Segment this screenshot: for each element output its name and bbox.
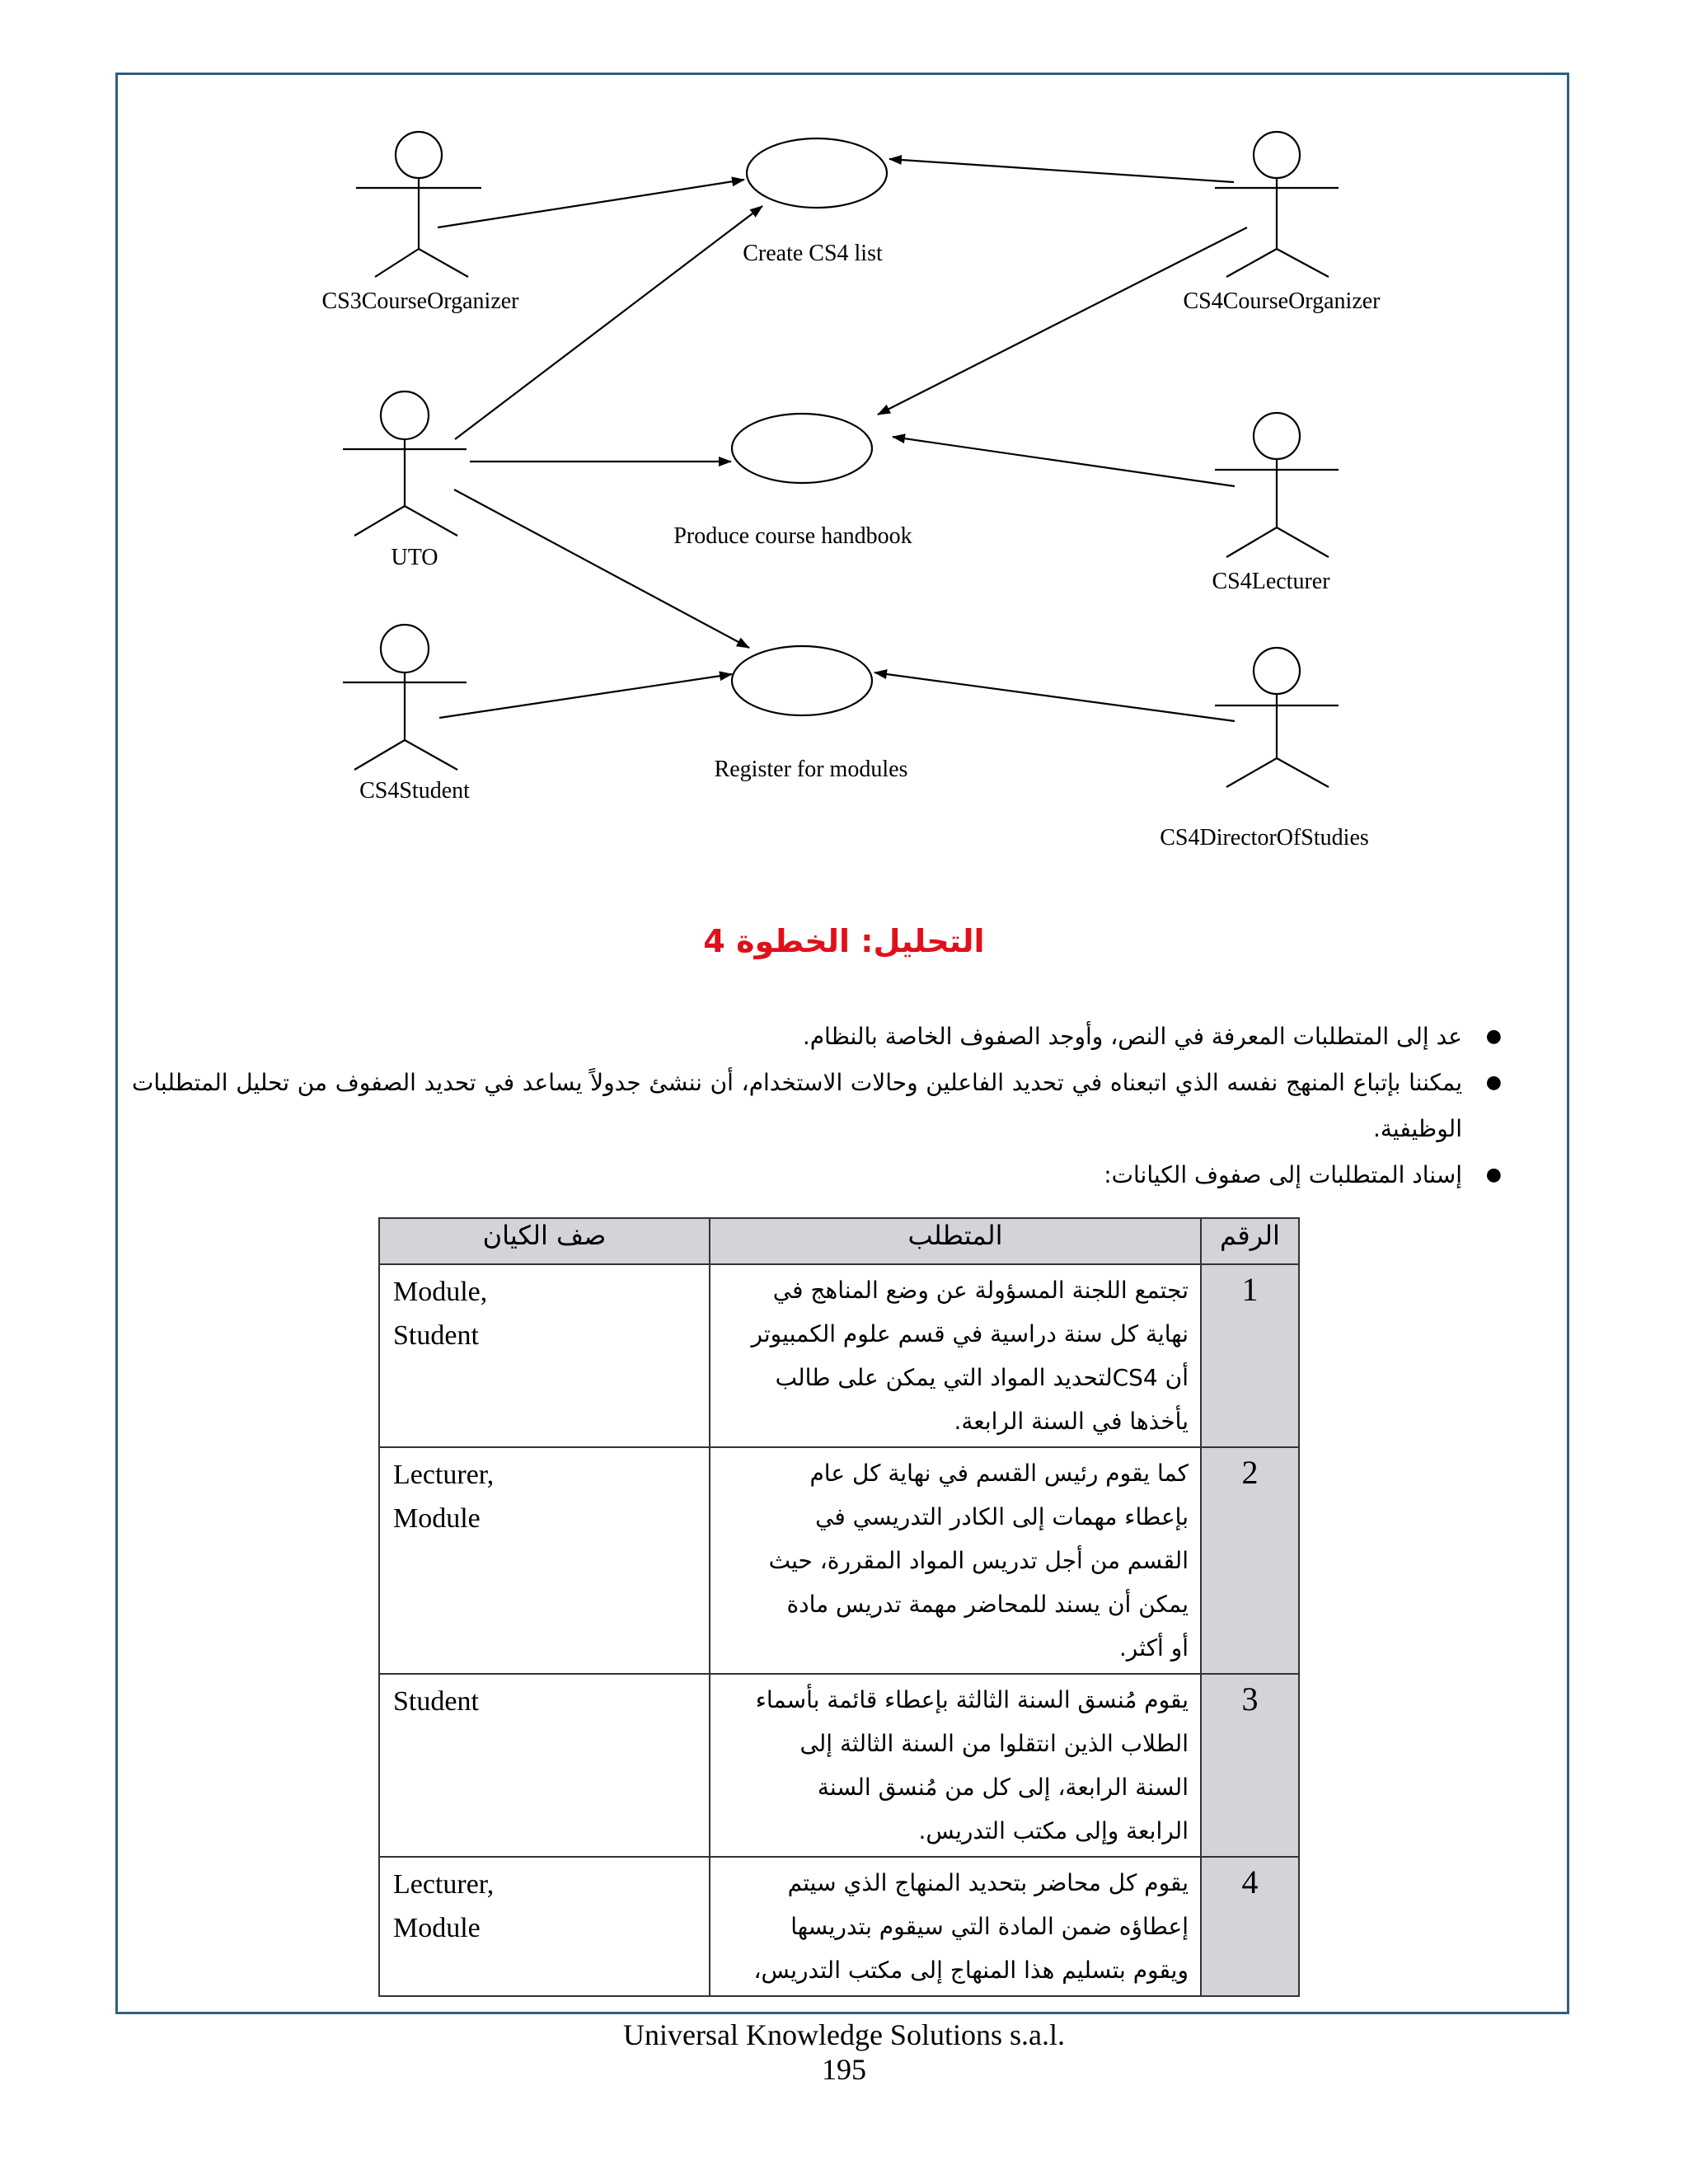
header-number: الرقم — [1201, 1218, 1299, 1264]
footer-company: Universal Knowledge Solutions s.a.l. — [623, 2018, 1065, 2051]
label-cs4-director-of-studies: CS4DirectorOfStudies — [1160, 825, 1369, 851]
row-entity: Lecturer, Module — [379, 1857, 710, 1996]
table-header-row — [379, 1218, 1299, 1264]
usecase-produce-handbook — [732, 414, 872, 483]
row-entity: Student — [379, 1674, 710, 1857]
row-number: 1 — [1201, 1264, 1299, 1447]
row-requirement: يقوم مُنسق السنة الثالثة بإعطاء قائمة بأسماء الطلاب الذين انتقلوا من السنة الثالثة إلى السنة الرابعة، إلى كل من مُنسق السنة الرابعة وإلى مكتب التدريس. — [710, 1674, 1201, 1857]
assoc-cs4org-create — [889, 159, 1234, 182]
bullet-list — [132, 1014, 1500, 1198]
label-produce-handbook: Produce course handbook — [673, 523, 912, 549]
row-number: 3 — [1201, 1674, 1299, 1857]
actor-cs4-director-of-studies — [1215, 648, 1339, 787]
actor-uto — [343, 391, 467, 536]
table-row — [379, 1447, 1299, 1674]
assoc-lecturer-handbook — [893, 437, 1235, 486]
assoc-cs4org-handbook — [878, 227, 1247, 415]
label-cs4-course-organizer: CS4CourseOrganizer — [1183, 288, 1381, 314]
assoc-uto-create — [455, 206, 762, 439]
bullet-item: ● إسناد المتطلبات إلى صفوف الكيانات: — [132, 1152, 1484, 1198]
table-row — [379, 1264, 1299, 1447]
assoc-director-register — [874, 673, 1235, 721]
row-number: 4 — [1201, 1857, 1299, 1996]
label-cs3-course-organizer: CS3CourseOrganizer — [321, 288, 519, 314]
bullet-item: ● يمكننا بإتباع المنهج نفسه الذي اتبعناه في تحديد الفاعلين وحالات الاستخدام، أن ننشئ جدولاً يساعد في تحديد الصفوف من تحليل المتطلبات الوظيفية. — [132, 1060, 1484, 1152]
actor-cs3-course-organizer — [356, 132, 481, 277]
section-heading: التحليل: الخطوة 4 — [703, 923, 985, 959]
label-create-list: Create CS4 list — [743, 241, 883, 266]
actor-cs4-lecturer — [1215, 413, 1339, 557]
assoc-student-register — [439, 674, 732, 718]
actor-cs4-student — [343, 625, 467, 770]
page-number: 195 — [822, 2053, 866, 2086]
row-entity: Module, Student — [379, 1264, 710, 1447]
table-row — [379, 1674, 1299, 1857]
row-requirement: كما يقوم رئيس القسم في نهاية كل عام بإعطاء مهمات إلى الكادر التدريسي في القسم من أجل تدريس المواد المقررة، حيث يمكن أن يسند للمحاضر مهمة تدريس مادة أو أكثر. — [710, 1447, 1201, 1674]
label-cs4-student: CS4Student — [359, 778, 470, 804]
row-entity: Lecturer, Module — [379, 1447, 710, 1674]
actor-cs4-course-organizer — [1215, 132, 1339, 277]
assoc-cs3-create — [438, 180, 744, 227]
label-uto: UTO — [391, 545, 438, 570]
usecase-create-list — [747, 138, 887, 208]
table-row — [379, 1857, 1299, 1996]
label-cs4-lecturer: CS4Lecturer — [1212, 569, 1330, 594]
assoc-uto-register — [454, 490, 749, 648]
row-requirement: يقوم كل محاضر بتحديد المنهاج الذي سيتم إعطاؤه ضمن المادة التي سيقوم بتدريسها ويقوم بتسليم هذا المنهاج إلى مكتب التدريس، — [710, 1857, 1201, 1996]
bullet-item: ● عد إلى المتطلبات المعرفة في النص، وأوجد الصفوف الخاصة بالنظام. — [132, 1014, 1484, 1060]
label-register-modules: Register for modules — [714, 757, 908, 782]
usecase-register-modules — [732, 646, 872, 715]
header-entity: صف الكيان — [379, 1218, 710, 1264]
header-requirement: المتطلب — [710, 1218, 1201, 1264]
row-requirement: تجتمع اللجنة المسؤولة عن وضع المناهج في نهاية كل سنة دراسية في قسم علوم الكمبيوتر أن CS4لتحديد المواد التي يمكن على طالب يأخذها في السنة الرابعة. — [710, 1264, 1201, 1447]
row-number: 2 — [1201, 1447, 1299, 1674]
requirements-table — [378, 1217, 1300, 1997]
use-case-diagram — [0, 0, 1688, 890]
